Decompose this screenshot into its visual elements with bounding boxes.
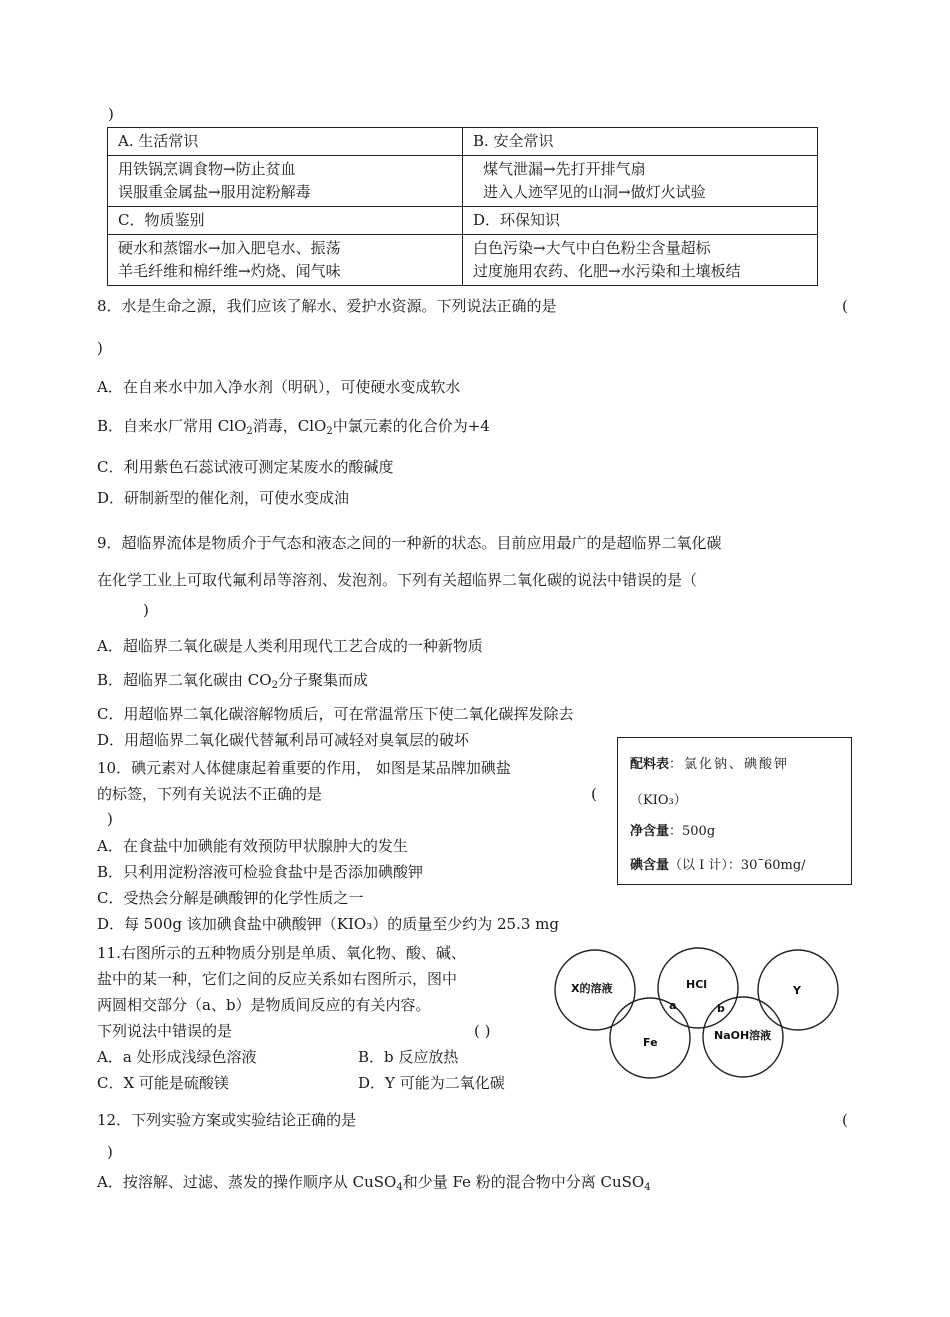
ingredients-line: [630, 756, 789, 774]
net-text: ：500g: [669, 824, 716, 839]
label-y: Y: [793, 984, 801, 997]
q12-paren-open: (: [842, 1111, 848, 1129]
cell-d-header: D．环保知识: [463, 207, 818, 235]
ingredients-formula: （KIO₃）: [630, 793, 687, 808]
q11-option-c: C．X 可能是硫酸镁: [97, 1074, 229, 1092]
iodine-text: （以 I 计）：30¯60mg/: [669, 858, 806, 873]
cell-c-body: [108, 235, 463, 286]
cell-b-body: [463, 156, 818, 207]
q8-b-mid: 消毒，ClO: [252, 417, 327, 435]
net-title: 净含量: [630, 824, 670, 839]
q12-paren-close: ): [107, 1143, 113, 1161]
cell-b-line1: 煤气泄漏→先打开排气扇: [483, 160, 646, 178]
q12-a-sub1: 4: [396, 1182, 403, 1193]
q8-option-c: C．利用紫色石蕊试液可测定某废水的酸碱度: [97, 458, 394, 476]
q11-paren: ( ): [474, 1022, 491, 1040]
q9-stem-line2: 在化学工业上可取代氟利昂等溶剂、发泡剂。下列有关超临界二氧化碳的说法中错误的是（: [97, 571, 698, 589]
iodine-line: [630, 857, 806, 875]
label-naoh: NaOH溶液: [714, 1029, 772, 1042]
ingredients-text: ：氯化钠、碘酸钾: [669, 757, 790, 772]
cell-d-line1: 白色污染→大气中白色粉尘含量超标: [473, 239, 711, 257]
q8-stem: 8．水是生命之源，我们应该了解水、爱护水资源。下列说法正确的是: [97, 297, 557, 315]
cell-d-line2: 过度施用农药、化肥→水污染和土壤板结: [473, 262, 741, 280]
q9-b-post: 分子聚集而成: [277, 671, 368, 689]
label-fe: Fe: [643, 1036, 658, 1049]
ingredients-title: 配料表: [630, 757, 670, 772]
iodine-title: 碘含量: [630, 858, 670, 873]
cell-a-line1: 用铁锅烹调食物→防止贫血: [118, 160, 296, 178]
continued-paren: ): [108, 105, 114, 123]
q12-option-a: [97, 1172, 651, 1192]
q9-option-a: A．超临界二氧化碳是人类利用现代工艺合成的一种新物质: [97, 637, 483, 655]
q10-stem-line1: 10．碘元素对人体健康起着重要的作用， 如图是某品牌加碘盐: [97, 759, 511, 777]
q8-b-sub1: 2: [246, 426, 253, 437]
cell-b-header: B. 安全常识: [463, 128, 818, 156]
q9-b-pre: B．超临界二氧化碳由 CO: [97, 671, 272, 689]
q10-option-b: B．只利用淀粉溶液可检验食盐中是否添加碘酸钾: [97, 863, 424, 881]
cell-c-header: C．物质鉴别: [108, 207, 463, 235]
label-b: b: [717, 1002, 725, 1015]
q8-b-sub2: 2: [326, 426, 333, 437]
q8-paren-open: (: [842, 297, 848, 315]
knowledge-table: [107, 127, 818, 286]
cell-a-header: A. 生活常识: [108, 128, 463, 156]
q8-b-post: 中氯元素的化合价为+4: [332, 417, 490, 435]
cell-c-line2: 羊毛纤维和棉纤维→灼烧、闻气味: [118, 262, 341, 280]
q11-option-b: B．b 反应放热: [358, 1048, 459, 1066]
cell-b-line2: 进入人迹罕见的山洞→做灯火试验: [483, 183, 706, 201]
q10-option-d: D．每 500g 该加碘食盐中碘酸钾（KIO₃）的质量至少约为 25.3 mg: [97, 915, 559, 933]
label-x-solution: X的溶液: [571, 982, 613, 995]
q8-b-pre: B．自来水厂常用 ClO: [97, 417, 247, 435]
q11-stem-line3: 两圆相交部分（a、b）是物质间反应的有关内容。: [97, 996, 431, 1014]
q10-paren-close: ): [107, 810, 113, 828]
q8-option-d: D．研制新型的催化剂，可使水变成油: [97, 489, 350, 507]
q9-option-d: D．用超临界二氧化碳代替氟利昂可减轻对臭氧层的破坏: [97, 731, 470, 749]
q10-paren-open: (: [591, 785, 597, 803]
salt-label-box: [617, 737, 852, 885]
q11-stem-line4: 下列说法中错误的是: [97, 1022, 233, 1040]
q9-option-b: [97, 670, 368, 690]
q12-a-mid: 和少量 Fe 粉的混合物中分离 CuSO: [402, 1173, 645, 1191]
cell-d-body: [463, 235, 818, 286]
q8-paren-close: ): [97, 339, 103, 357]
q12-a-sub2: 4: [644, 1182, 651, 1193]
q9-option-c: C．用超临界二氧化碳溶解物质后，可在常温常压下使二氧化碳挥发除去: [97, 705, 574, 723]
label-a: a: [669, 999, 677, 1012]
q9-stem-line1: 9．超临界流体是物质介于气态和液态之间的一种新的状态。目前应用最广的是超临界二氧化碳: [97, 534, 722, 552]
cell-c-line1: 硬水和蒸馏水→加入肥皂水、振荡: [118, 239, 341, 257]
q9-b-sub: 2: [271, 680, 278, 691]
q12-a-pre: A．按溶解、过滤、蒸发的操作顺序从 CuSO: [97, 1173, 397, 1191]
q10-option-a: A．在食盐中加碘能有效预防甲状腺肿大的发生: [97, 837, 408, 855]
q8-option-b: [97, 416, 490, 436]
q10-option-c: C．受热会分解是碘酸钾的化学性质之一: [97, 889, 364, 907]
q11-stem-line1: 11.右图所示的五种物质分别是单质、氧化物、酸、碱、: [97, 944, 466, 962]
q8-option-a: A．在自来水中加入净水剂（明矾），可使硬水变成软水: [97, 378, 461, 396]
cell-a-body: [108, 156, 463, 207]
q11-option-a: A．a 处形成浅绿色溶液: [97, 1048, 257, 1066]
q11-stem-line2: 盐中的某一种，它们之间的反应关系如右图所示，图中: [97, 970, 458, 988]
q11-option-d: D．Y 可能为二氧化碳: [358, 1074, 505, 1092]
q12-stem: 12．下列实验方案或实验结论正确的是: [97, 1111, 357, 1129]
net-line: [630, 823, 715, 841]
reaction-diagram: [550, 945, 850, 1085]
q10-stem-line2: 的标签，下列有关说法不正确的是: [97, 785, 323, 803]
label-hcl: HCl: [686, 978, 708, 991]
q9-paren-close: ): [143, 601, 149, 619]
cell-a-line2: 误服重金属盐→服用淀粉解毒: [118, 183, 311, 201]
